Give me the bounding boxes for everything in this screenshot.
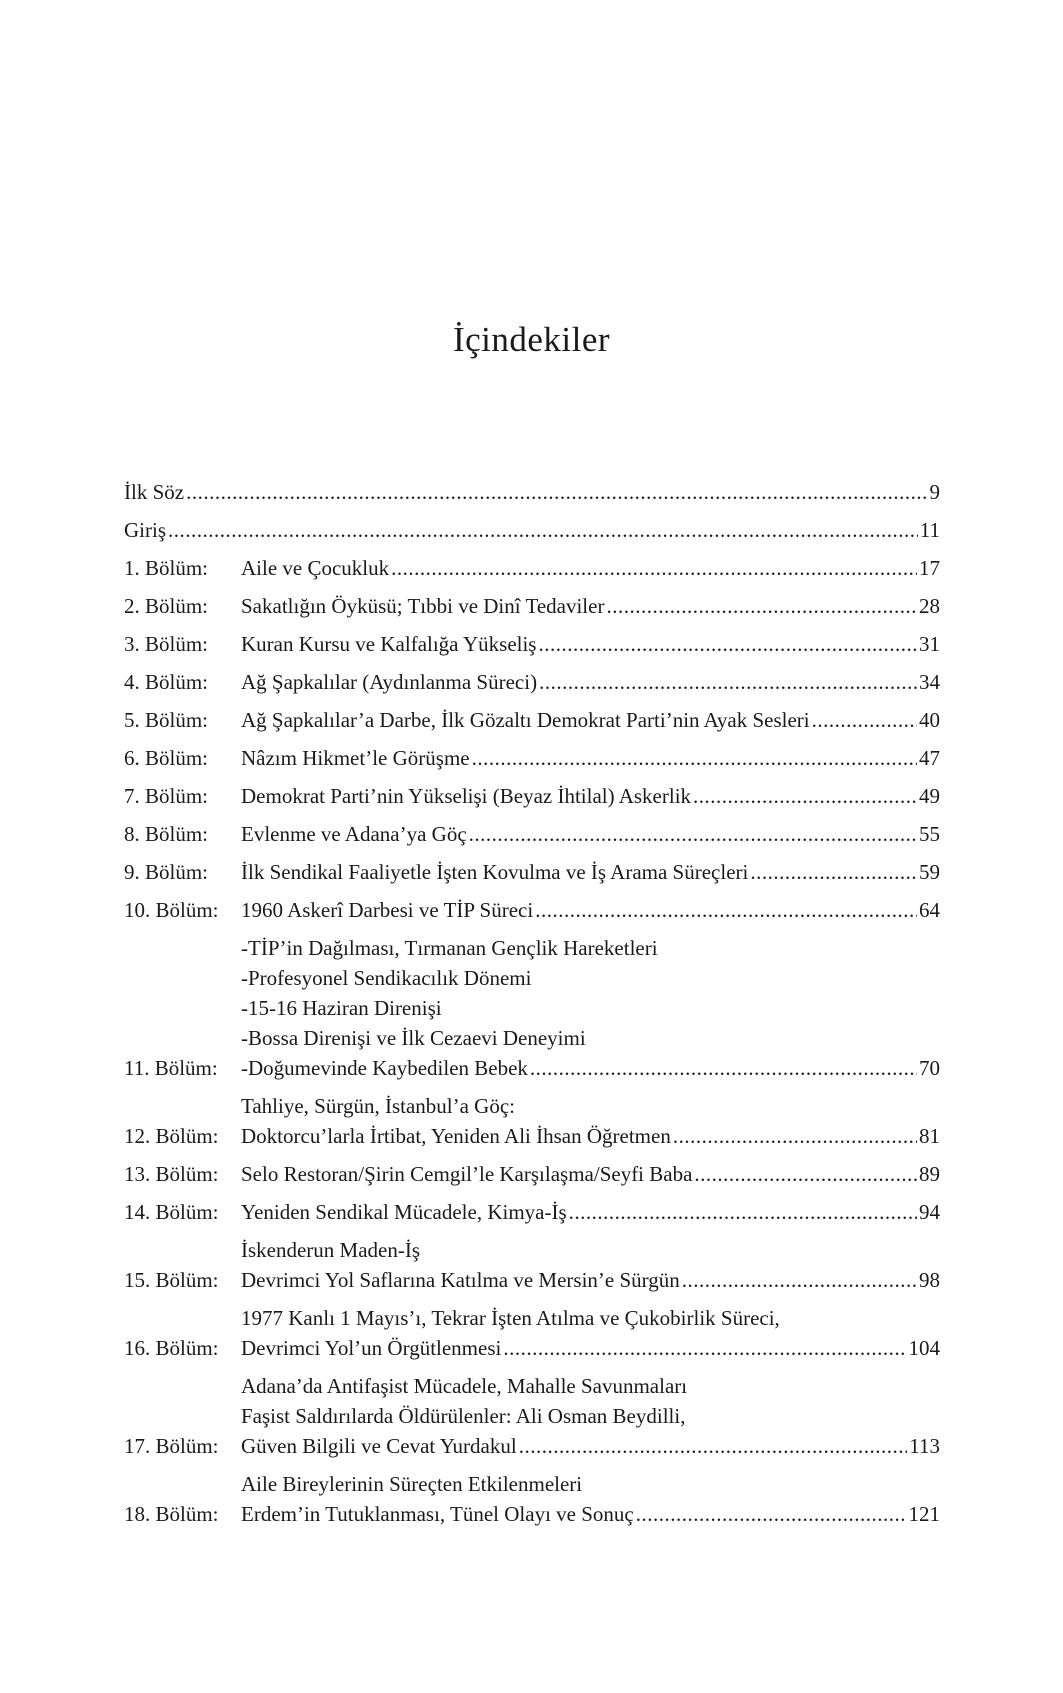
dot-leader [469, 819, 917, 849]
toc-entry[interactable] [124, 743, 940, 773]
chapter-label: 2. Bölüm: [124, 594, 209, 618]
page-number: 98 [919, 1268, 940, 1292]
dot-leader [519, 1431, 908, 1461]
dot-leader [682, 1265, 917, 1295]
page-number: 59 [919, 860, 940, 884]
page-number: 104 [908, 1336, 940, 1360]
entry-title-line: -Doğumevinde Kaybedilen Bebek [241, 1056, 528, 1080]
entry-title-line: Ağ Şapkalılar (Aydınlanma Süreci) [241, 670, 538, 694]
page-number: 64 [919, 898, 940, 922]
dot-leader [569, 1197, 917, 1227]
toc-entry[interactable] [124, 515, 940, 545]
dot-leader [186, 477, 927, 507]
entry-title-line: Aile ve Çocukluk [241, 556, 390, 580]
page-number: 47 [919, 746, 940, 770]
entry-title-line: -Bossa Direnişi ve İlk Cezaevi Deneyimi [241, 1026, 586, 1050]
page-number: 11 [919, 518, 940, 542]
chapter-label: 9. Bölüm: [124, 860, 209, 884]
entry-title-line: Giriş [124, 518, 166, 542]
chapter-label: 5. Bölüm: [124, 708, 209, 732]
entry-title-line: Sakatlığın Öyküsü; Tıbbi ve Dinî Tedaviler [241, 594, 605, 618]
chapter-label: 6. Bölüm: [124, 746, 209, 770]
entry-title-line: Güven Bilgili ve Cevat Yurdakul [241, 1434, 517, 1458]
toc-entry[interactable] [124, 1303, 940, 1363]
dot-leader [503, 1333, 906, 1363]
page-number: 34 [919, 670, 940, 694]
entry-title-line: Faşist Saldırılarda Öldürülenler: Ali Osman Beydilli, [241, 1404, 686, 1428]
entry-title-line: Evlenme ve Adana’ya Göç [241, 822, 467, 846]
entry-title-line: İskenderun Maden-İş [241, 1238, 421, 1262]
chapter-label: 15. Bölüm: [124, 1268, 219, 1292]
chapter-label: 18. Bölüm: [124, 1502, 219, 1526]
entry-title-line: Doktorcu’larla İrtibat, Yeniden Ali İhsan Öğretmen [241, 1124, 671, 1148]
entry-title-line: Nâzım Hikmet’le Görüşme [241, 746, 470, 770]
dot-leader [673, 1121, 917, 1151]
dot-leader [535, 895, 917, 925]
toc-entry[interactable] [124, 1469, 940, 1529]
toc-entry[interactable] [124, 667, 940, 697]
dot-leader [538, 629, 917, 659]
toc-entry[interactable] [124, 933, 940, 1083]
page-number: 31 [919, 632, 940, 656]
entry-title-line: Kuran Kursu ve Kalfalığa Yükseliş [241, 632, 537, 656]
page-number: 89 [919, 1162, 940, 1186]
toc-entry[interactable] [124, 705, 940, 735]
dot-leader [168, 515, 918, 545]
chapter-label: 16. Bölüm: [124, 1336, 219, 1360]
toc-entry[interactable] [124, 781, 940, 811]
toc-entry[interactable] [124, 553, 940, 583]
toc-entry[interactable] [124, 1371, 940, 1461]
page-number: 94 [919, 1200, 940, 1224]
toc-entry[interactable] [124, 1091, 940, 1151]
toc-entry[interactable] [124, 477, 940, 507]
page-number: 113 [909, 1434, 940, 1458]
chapter-label: 11. Bölüm: [124, 1056, 218, 1080]
chapter-label: 13. Bölüm: [124, 1162, 219, 1186]
toc-entry[interactable] [124, 1235, 940, 1295]
table-of-contents [124, 477, 940, 1529]
page-number: 40 [919, 708, 940, 732]
dot-leader [606, 591, 917, 621]
entry-title-line: Demokrat Parti’nin Yükselişi (Beyaz İhtilal) Askerlik [241, 784, 692, 808]
dot-leader [812, 705, 917, 735]
entry-title-line: -Profesyonel Sendikacılık Dönemi [241, 966, 532, 990]
entry-title-line: Erdem’in Tutuklanması, Tünel Olayı ve Sonuç [241, 1502, 634, 1526]
page-number: 55 [919, 822, 940, 846]
toc-entry[interactable] [124, 895, 940, 925]
chapter-label: 1. Bölüm: [124, 556, 209, 580]
page-number: 9 [929, 480, 940, 504]
chapter-label: 14. Bölüm: [124, 1200, 219, 1224]
entry-title-line: Ağ Şapkalılar’a Darbe, İlk Gözaltı Demokrat Parti’nin Ayak Sesleri [241, 708, 810, 732]
chapter-label: 12. Bölüm: [124, 1124, 219, 1148]
chapter-label: 8. Bölüm: [124, 822, 209, 846]
entry-title-line: -15-16 Haziran Direnişi [241, 996, 442, 1020]
page-number: 121 [908, 1502, 940, 1526]
chapter-label: 17. Bölüm: [124, 1434, 219, 1458]
toc-entry[interactable] [124, 819, 940, 849]
chapter-label: 4. Bölüm: [124, 670, 209, 694]
chapter-label: 10. Bölüm: [124, 898, 219, 922]
entry-title-line: Aile Bireylerinin Süreçten Etkilenmeleri [241, 1472, 583, 1496]
entry-title-line: Devrimci Yol’un Örgütlenmesi [241, 1336, 502, 1360]
entry-title-line: 1960 Askerî Darbesi ve TİP Süreci [241, 898, 534, 922]
toc-entry[interactable] [124, 1159, 940, 1189]
entry-title-line: Yeniden Sendikal Mücadele, Kimya-İş [241, 1200, 567, 1224]
dot-leader [472, 743, 917, 773]
entry-title-line: Tahliye, Sürgün, İstanbul’a Göç: [241, 1094, 516, 1118]
dot-leader [694, 1159, 917, 1189]
entry-title-line: -TİP’in Dağılması, Tırmanan Gençlik Hareketleri [241, 936, 658, 960]
toc-entry[interactable] [124, 1197, 940, 1227]
chapter-label: 3. Bölüm: [124, 632, 209, 656]
dot-leader [530, 1053, 917, 1083]
dot-leader [693, 781, 917, 811]
entry-title-line: Adana’da Antifaşist Mücadele, Mahalle Savunmaları [241, 1374, 688, 1398]
page-number: 49 [919, 784, 940, 808]
dot-leader [750, 857, 917, 887]
page-number: 17 [919, 556, 940, 580]
dot-leader [539, 667, 917, 697]
dot-leader [636, 1499, 907, 1529]
toc-entry[interactable] [124, 629, 940, 659]
entry-title-line: İlk Söz [124, 480, 185, 504]
toc-entry[interactable] [124, 857, 940, 887]
dot-leader [391, 553, 917, 583]
page-number: 81 [919, 1124, 940, 1148]
entry-title-line: Selo Restoran/Şirin Cemgil’le Karşılaşma/Seyfi Baba [241, 1162, 693, 1186]
page-title: İçindekiler [452, 320, 611, 360]
toc-entry[interactable] [124, 591, 940, 621]
page-number: 28 [919, 594, 940, 618]
chapter-label: 7. Bölüm: [124, 784, 209, 808]
entry-title-line: 1977 Kanlı 1 Mayıs’ı, Tekrar İşten Atılma ve Çukobirlik Süreci, [241, 1306, 780, 1330]
entry-title-line: Devrimci Yol Saflarına Katılma ve Mersin’e Sürgün [241, 1268, 680, 1292]
page-number: 70 [919, 1056, 940, 1080]
entry-title-line: İlk Sendikal Faaliyetle İşten Kovulma ve İş Arama Süreçleri [241, 860, 749, 884]
